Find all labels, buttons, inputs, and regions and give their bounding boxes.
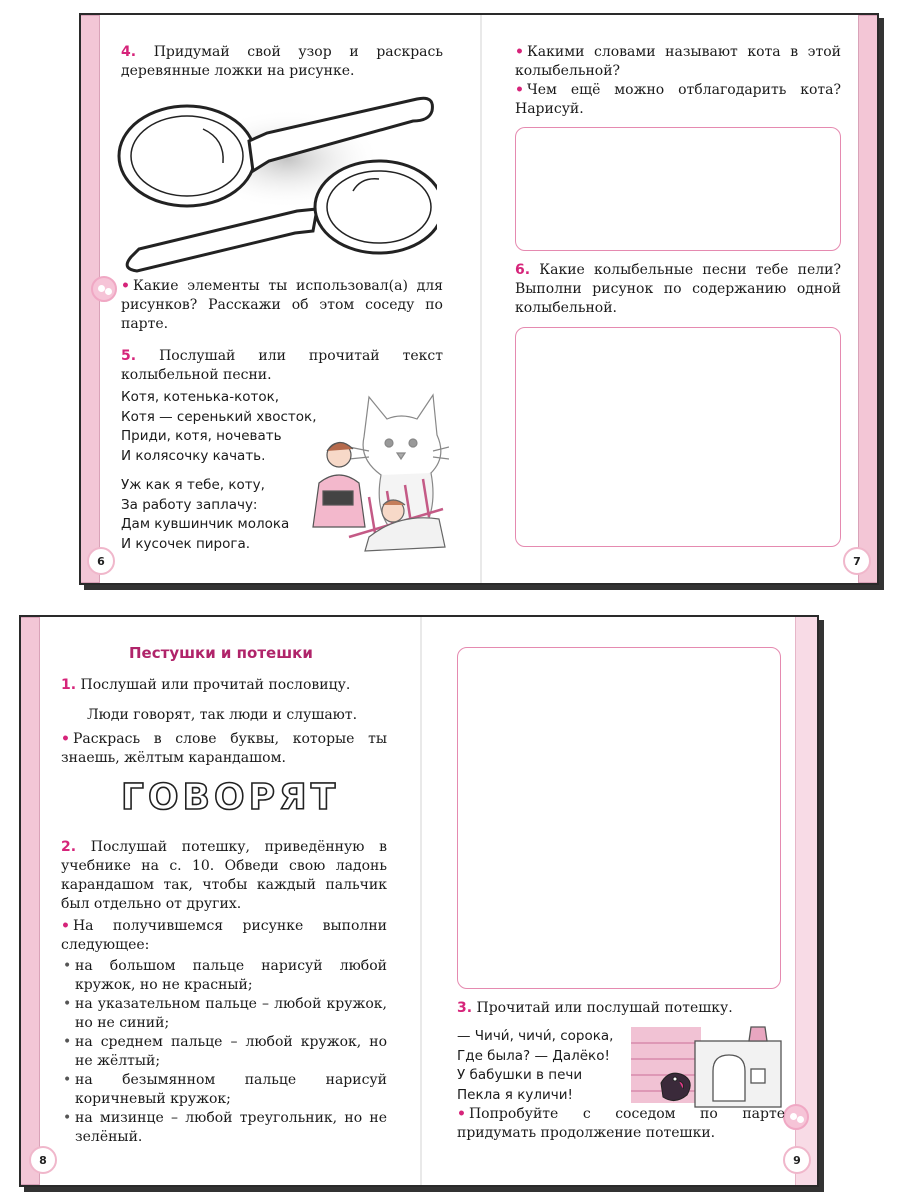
outer-margin-left: [20, 617, 40, 1185]
task-text: Послушай или прочитай пословицу.: [80, 677, 351, 693]
page-number-6: 6: [87, 547, 115, 575]
bullet-thank-cat: • Чем ещё можно отблагодарить кота? Нарисуй.: [515, 82, 841, 117]
task-text: Послушай потешку, приведённую в учебнике на с. 10. Обведи свою ладонь карандашом так, чтобы каждый пальчик был отдельно от других.: [61, 839, 388, 912]
task-2: [61, 838, 387, 914]
poem-line: Уж как я тебе, коту,: [121, 477, 265, 493]
task-4: [121, 43, 443, 81]
task-number: 3.: [457, 1000, 473, 1016]
poem-line: И колясочку качать.: [121, 447, 266, 464]
magpie-bird: [661, 1073, 690, 1100]
task-number: 2.: [61, 839, 77, 855]
drawing-box-lullaby[interactable]: [515, 327, 841, 547]
russian-stove: [695, 1027, 781, 1107]
task-text: Послушай или прочитай текст колыбельной песни.: [121, 348, 443, 383]
poem-line: Приди, котя, ночевать: [121, 428, 282, 444]
page-fold: [420, 617, 422, 1185]
drawing-box-cat[interactable]: [515, 127, 841, 251]
page-number-9: 9: [783, 1146, 811, 1174]
poem-line: У бабушки в печи: [457, 1067, 583, 1083]
task-1: [61, 676, 387, 695]
bullet-continue-rhyme: • Попробуйте с соседом по парте придумать продолжение потешки.: [457, 1106, 785, 1141]
poem-line: Дам кувшинчик молока: [121, 516, 290, 532]
task-3: [457, 999, 785, 1018]
drawing-box-hand[interactable]: [457, 647, 781, 989]
task-number: 4.: [121, 44, 137, 60]
proverb: Люди говорят, так люди и слушают.: [87, 707, 358, 723]
task-number: 6.: [515, 262, 531, 278]
poem-line: — Чичи́, чичи́, сорока,: [457, 1028, 614, 1044]
stove-illustration: [625, 1021, 795, 1109]
page-number-8: 8: [29, 1146, 57, 1174]
question-bullet: • Какие элементы ты использовал(а) для рисунков? Расскажи об этом соседу по парте.: [121, 278, 443, 332]
bullet-result-instructions: • На получившемся рисунке выполни следующее:: [61, 918, 387, 953]
list-item: • на большом пальце нарисуй любой кружок, но не красный;: [61, 957, 387, 995]
spoons-illustration: [117, 81, 437, 273]
pair-work-icon: [783, 1104, 809, 1130]
poem-line: Котя — серенький хвосток,: [121, 408, 317, 425]
finger-instructions-list: [61, 957, 387, 1147]
bullet-cat-words: • Какими словами называют кота в этой колыбельной?: [515, 44, 841, 79]
task-text: Придумай свой узор и раскрась деревянные ложки на рисунке.: [121, 44, 443, 79]
list-item: • на указательном пальце – любой кружок, но не синий;: [61, 995, 387, 1033]
task-6: [515, 261, 841, 318]
inner-margin-right: [795, 617, 819, 1185]
lullaby-illustration: [309, 387, 449, 552]
outer-margin-right: [858, 15, 878, 583]
list-item: • на среднем пальце – любой кружок, но не жёлтый;: [61, 1033, 387, 1071]
lullaby-stanza-2: [121, 476, 289, 554]
poem-line: За работу заплачу:: [121, 496, 258, 513]
task-number: 5.: [121, 348, 137, 364]
poem-line: Котя, котенька-коток,: [121, 389, 280, 405]
mother-figure: [313, 442, 365, 527]
lullaby-stanza-1: [121, 388, 317, 466]
nursery-rhyme-poem: [457, 1027, 613, 1105]
page-fold: [480, 15, 482, 583]
bullet-color-letters: • Раскрась в слове буквы, которые ты знаешь, жёлтым карандашом.: [61, 731, 387, 766]
task-text: Какие колыбельные песни тебе пели? Выполни рисунок по содержанию одной колыбельной.: [515, 262, 842, 316]
list-item: • на безымянном пальце нарисуй коричневый кружок;: [61, 1071, 387, 1109]
outline-word[interactable]: ГОВОРЯТ: [121, 777, 340, 818]
pair-work-icon: [91, 276, 117, 302]
page-number-7: 7: [843, 547, 871, 575]
list-item: • на мизинце – любой треугольник, но не зелёный.: [61, 1109, 387, 1147]
task-number: 1.: [61, 677, 77, 693]
poem-line: И кусочек пирога.: [121, 535, 251, 552]
poem-line: Пекла я куличи!: [457, 1086, 573, 1103]
task-5: [121, 347, 443, 385]
top-spread: [79, 13, 879, 585]
bottom-spread: [19, 615, 819, 1187]
poem-line: Где была? — Далёко!: [457, 1047, 610, 1064]
task-text: Прочитай или послушай потешку.: [476, 1000, 733, 1016]
section-title: Пестушки и потешки: [129, 644, 313, 662]
